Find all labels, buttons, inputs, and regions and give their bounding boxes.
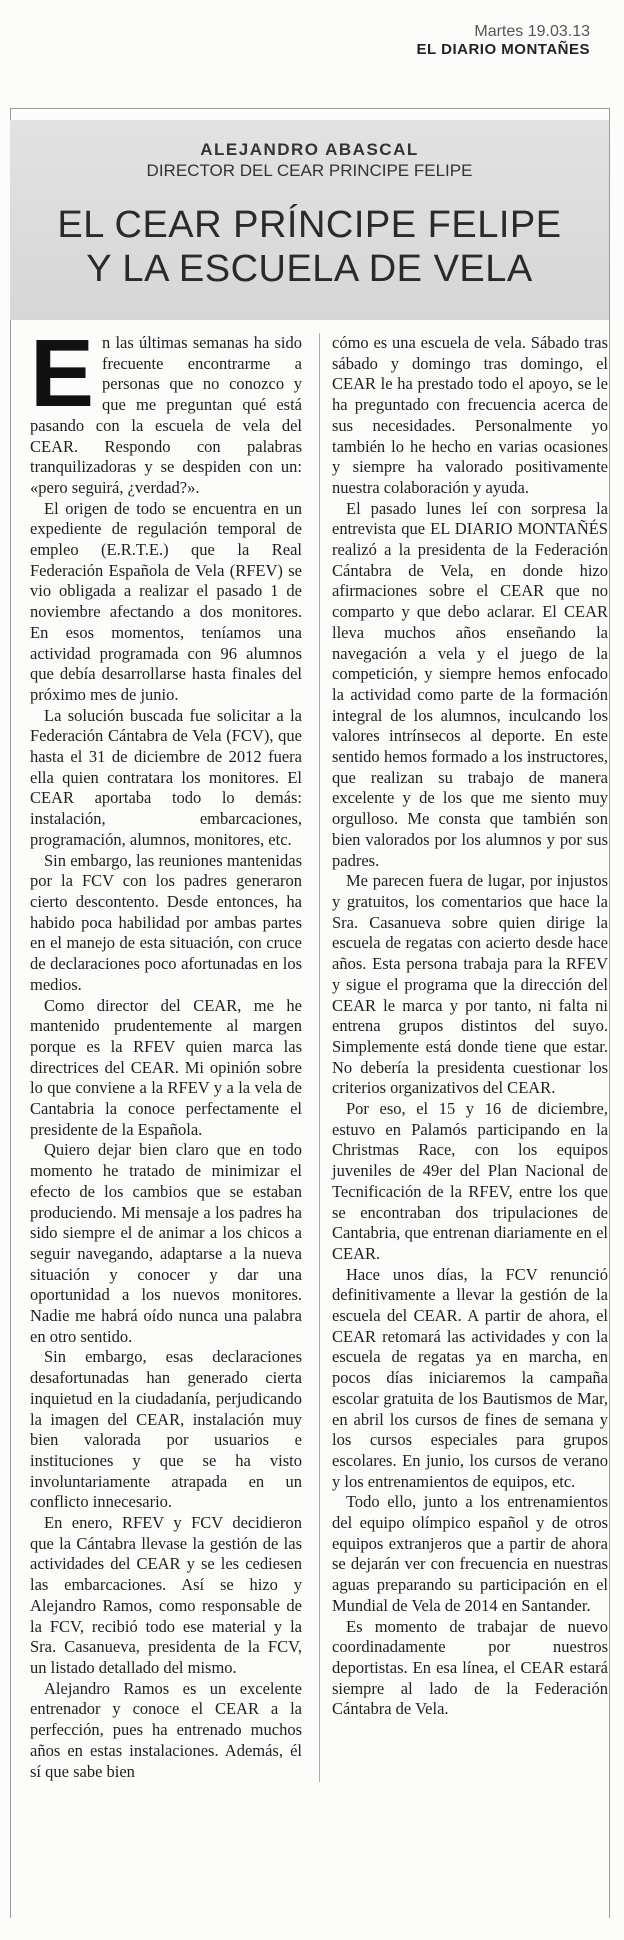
headline-line-2: Y LA ESCUELA DE VELA: [86, 248, 533, 290]
dateline: [417, 22, 590, 59]
paragraph: La solución buscada fue solicitar a la Federación Cántabra de Vela (FCV), que hasta el 31 de diciembre de 2012 fuera ella quien contratara los monitores. El CEAR aportaba todo lo demás: instalación, embarcaciones, programación, alumnos, monitores, etc.: [30, 705, 302, 849]
paragraph-text: n las últimas semanas ha sido frecuente encontrarme a personas que no conozco y que me preguntan qué está pasando con la escuela de vela del CEAR. Respondo con palabras tranquilizadoras y se despiden con un: «pero seguirá, ¿verdad?».: [30, 333, 302, 497]
headline-line-1: EL CEAR PRÍNCIPE FELIPE: [57, 204, 562, 246]
paragraph: En enero, RFEV y FCV decidieron que la Cántabra llevase la gestión de las actividades del CEAR y se les cediesen las embarcaciones. Así se hizo y Alejandro Ramos, como responsable de la FCV, recibió todo ese material y la Sra. Casanueva, presidenta de la FCV, un listado detallado del mismo.: [30, 1513, 302, 1677]
paragraph: Por eso, el 15 y 16 de diciembre, estuvo en Palamós participando en la Christmas Race, con los equipos juveniles de 49er del Plan Nacional de Tecnificación de la RFEV, entre los que se encontraban dos tripulaciones de Cantabria, que entrenan diariamente en el CEAR.: [332, 1099, 608, 1263]
dropcap: E: [30, 320, 95, 427]
paragraph: Todo ello, junto a los entrenamientos del equipo olímpico español y de otros equipos extranjeros que a partir de ahora se dejarán ver con frecuencia en nuestras aguas preparando su participación en el Mundial de Vela de 2014 en Santander.: [332, 1492, 608, 1615]
column-left: [30, 320, 302, 1782]
publication-date: Martes 19.03.13: [474, 23, 590, 40]
author-name: ALEJANDRO ABASCAL: [200, 140, 419, 159]
newspaper-name: EL DIARIO MONTAÑES: [416, 41, 590, 59]
article-body: [30, 320, 608, 1782]
paragraph: [30, 320, 302, 499]
paragraph: Alejandro Ramos es un excelente entrenador y conoce el CEAR a la perfección, pues ha entrenado muchos años en estas instalaciones. Además, él sí que sabe bien: [30, 1678, 302, 1781]
article-header: [10, 120, 609, 320]
column-right: [319, 333, 608, 1782]
paragraph: El pasado lunes leí con sorpresa la entrevista que EL DIARIO MONTAÑÉS realizó a la presidenta de la Federación Cántabra de Vela, en donde hizo afirmaciones sobre el CEAR que no comparto y que debo aclarar. El CEAR lleva muchos años enseñando la navegación a vela y el juego de la competición, y siempre hemos enfocado la actividad como parte de la formación integral de los alumnos, inculcando los valores intrínsecos al deporte. En este sentido hemos formado a los instructores, que realizan su trabajo de manera excelente y de los que me siento muy orgulloso. Me consta que también son bien valorados por los alumnos y por sus padres.: [332, 498, 608, 870]
paragraph: Sin embargo, esas declaraciones desafortunadas han generado cierta inquietud en la ciudadanía, perjudicando la imagen del CEAR, instalación muy bien valorada por usuarios e instituciones y que se ha visto involuntariamente atrapada en un conflicto innecesario.: [30, 1347, 302, 1512]
paragraph: El origen de todo se encuentra en un expediente de regulación temporal de empleo (E.R.T.E.) que la Real Federación Española de Vela (RFEV) se vio obligada a realizar el pasado 1 de noviembre afectando a dos monitores. En esos momentos, teníamos una actividad programada con 96 alumnos que debía desarrollarse hasta finales del próximo mes de junio.: [30, 498, 302, 704]
paragraph: Hace unos días, la FCV renunció definitivamente a llevar la gestión de la escuela del CEAR. A partir de ahora, el CEAR retomará las actividades y con la escuela de regatas ya en marcha, en pocos días iniciaremos la campaña escolar gratuita de los Bautismos de Mar, en abril los cursos de fines de semana y los cursos especiales para grupos escolares. En junio, los cursos de verano y los entrenamientos de equipos, etc.: [332, 1264, 608, 1491]
paragraph: Es momento de trabajar de nuevo coordinadamente por nuestros deportistas. En esa línea, el CEAR estará siempre al lado de la Federación Cántabra de Vela.: [332, 1616, 608, 1719]
paragraph: Sin embargo, las reuniones mantenidas por la FCV con los padres generaron cierto descontento. Desde entonces, ha habido poca habilidad por ambas partes en el manejo de esta situación, con cruce de declaraciones poco afortunadas en los medios.: [30, 850, 302, 994]
paragraph: Quiero dejar bien claro que en todo momento he tratado de minimizar el efecto de los cambios que se estaban produciendo. Mi mensaje a los padres ha sido siempre el de animar a los chicos a seguir navegando, adaptarse a la nueva situación y conocer y dar una oportunidad a los nuevos monitores. Nadie me habrá oído nunca una palabra en otro sentido.: [30, 1140, 302, 1346]
author-role: DIRECTOR DEL CEAR PRINCIPE FELIPE: [146, 161, 473, 180]
headline: [10, 203, 609, 291]
paragraph: Como director del CEAR, me he mantenido prudentemente al margen porque es la RFEV quien marca las directrices del CEAR. Mi opinión sobre lo que conviene a la RFEV y a la vela de Cantabria la conoce perfectamente el presidente de la Española.: [30, 995, 302, 1139]
paragraph: Me parecen fuera de lugar, por injustos y gratuitos, los comentarios que hace la Sra. Casanueva sobre quien dirige la escuela de regatas con acierto desde hace años. Esta persona trabaja para la RFEV y sigue el programa que la dirección del CEAR le marca y por tanto, ni falta ni entrena grupos distintos del suyo. Simplemente está donde tiene que estar. No debería la presidenta cuestionar los criterios organizativos del CEAR.: [332, 871, 608, 1098]
paragraph: cómo es una escuela de vela. Sábado tras sábado y domingo tras domingo, el CEAR le ha prestado todo el apoyo, se le ha preguntado con frecuencia acerca de sus necesidades. Personalmente yo también lo he hecho en varias ocasiones y siempre ha valorado positivamente nuestra colaboración y ayuda.: [332, 333, 608, 497]
